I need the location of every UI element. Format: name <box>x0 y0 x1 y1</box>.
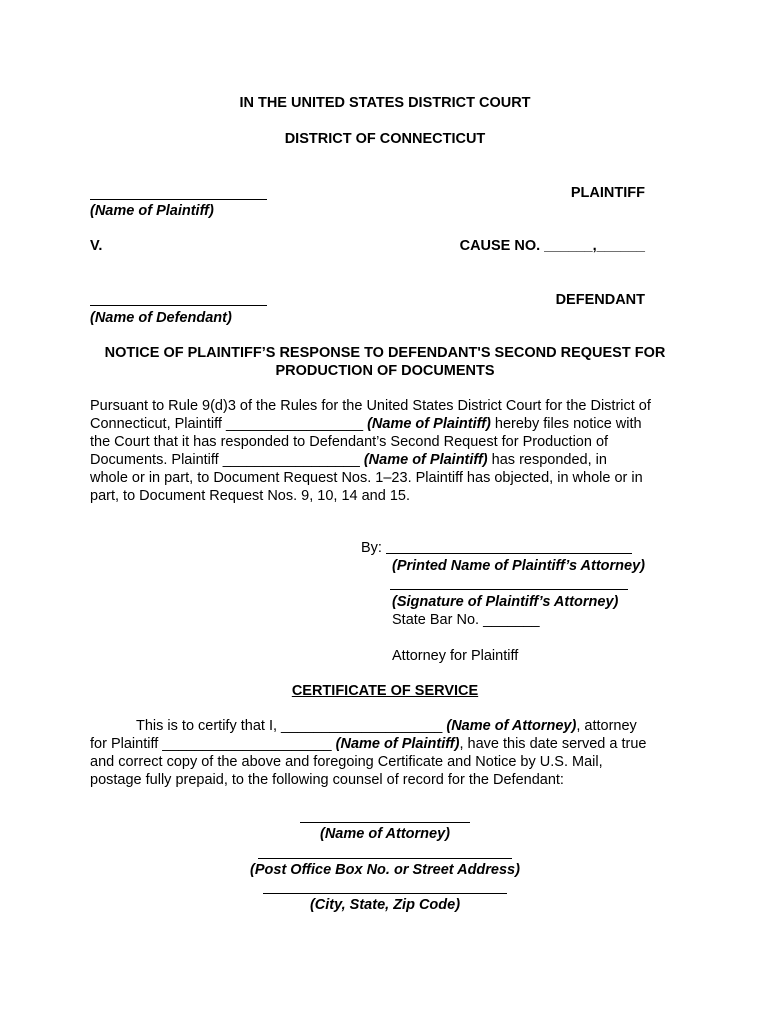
counsel-address-line <box>258 858 512 859</box>
body-line: Documents. Plaintiff _________________ (Name of Plaintiff) has responded, in <box>90 452 607 468</box>
printed-name-line <box>386 553 632 554</box>
defendant-name-hint: (Name of Defendant) <box>90 310 232 326</box>
body-line: part, to Document Request Nos. 9, 10, 14 and 15. <box>90 488 410 504</box>
plaintiff-name-hint: (Name of Plaintiff) <box>90 203 214 219</box>
counsel-address-hint: (Post Office Box No. or Street Address) <box>250 862 520 878</box>
notice-body <box>90 397 690 505</box>
body-line: whole or in part, to Document Request Nos. 1–23. Plaintiff has objected, in whole or in <box>90 470 643 486</box>
defendant-name-line <box>90 305 267 306</box>
counsel-name-line <box>300 822 470 823</box>
certificate-body <box>90 717 690 789</box>
cause-number: CAUSE NO. ______,______ <box>459 238 645 254</box>
signature-line <box>390 589 628 590</box>
certificate-line: for Plaintiff _____________________ (Name of Plaintiff), have this date served a true <box>90 736 647 752</box>
certificate-heading: CERTIFICATE OF SERVICE <box>291 683 479 699</box>
plaintiff-label: PLAINTIFF <box>570 185 645 201</box>
court-title: IN THE UNITED STATES DISTRICT COURT <box>239 95 531 111</box>
printed-name-hint: (Printed Name of Plaintiff’s Attorney) <box>392 558 645 574</box>
counsel-city-hint: (City, State, Zip Code) <box>309 897 461 913</box>
certificate-line: postage fully prepaid, to the following counsel of record for the Defendant: <box>90 772 564 788</box>
plaintiff-name-line <box>90 199 267 200</box>
counsel-name-hint: (Name of Attorney) <box>320 826 450 842</box>
body-line: Pursuant to Rule 9(d)3 of the Rules for the United States District Court for the District of <box>90 398 651 414</box>
by-label: By: <box>361 540 382 556</box>
certificate-line: and correct copy of the above and foregoing Certificate and Notice by U.S. Mail, <box>90 754 603 770</box>
district-title: DISTRICT OF CONNECTICUT <box>284 131 486 147</box>
versus-label: V. <box>90 238 103 254</box>
notice-title-line2: PRODUCTION OF DOCUMENTS <box>275 363 495 379</box>
body-line: Connecticut, Plaintiff _________________ (Name of Plaintiff) hereby files notice with <box>90 416 642 432</box>
state-bar-number: State Bar No. _______ <box>392 612 540 628</box>
certificate-line: This is to certify that I, ____________________ (Name of Attorney), attorney <box>136 718 637 734</box>
notice-title-line1: NOTICE OF PLAINTIFF’S RESPONSE TO DEFENDANT'S SECOND REQUEST FOR <box>104 345 666 361</box>
signature-hint: (Signature of Plaintiff’s Attorney) <box>392 594 619 610</box>
attorney-for-plaintiff: Attorney for Plaintiff <box>392 648 519 664</box>
defendant-label: DEFENDANT <box>555 292 645 308</box>
counsel-city-line <box>263 893 507 894</box>
body-line: the Court that it has responded to Defendant’s Second Request for Production of <box>90 434 609 450</box>
